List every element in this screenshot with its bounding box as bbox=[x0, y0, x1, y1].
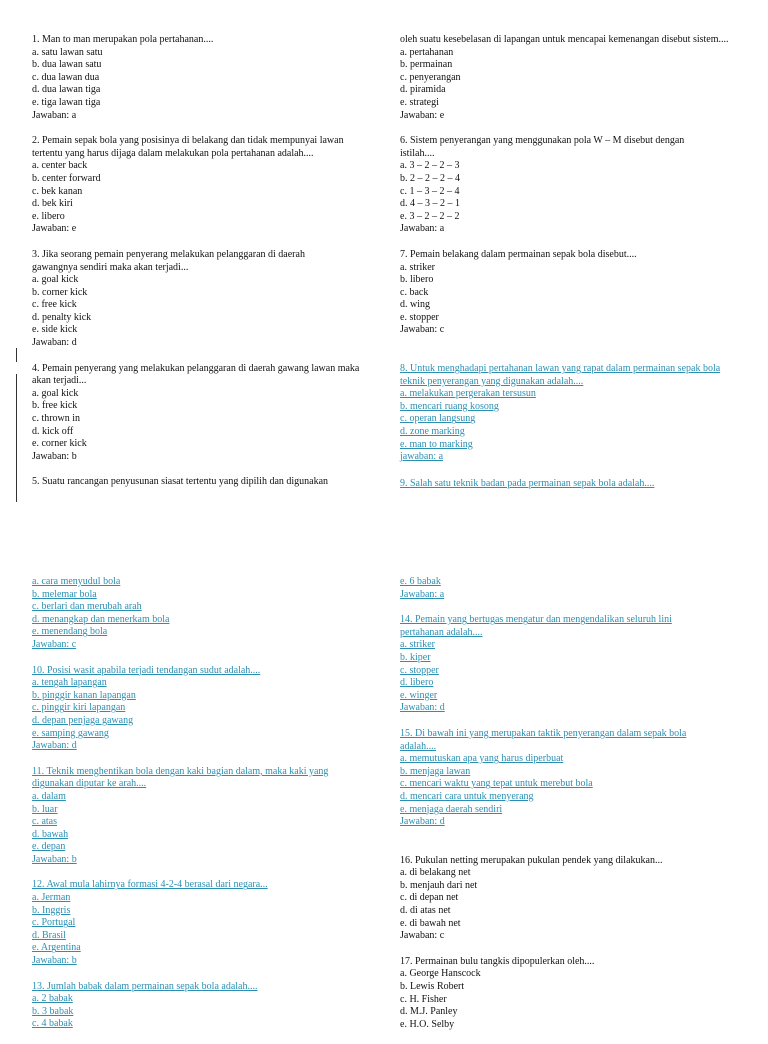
question-text: 2. Pemain sepak bola yang posisinya di belakang dan tidak mempunyai lawan tertentu yang harus dijaga dalam melakukan pola pertahanan adalah.... bbox=[32, 135, 344, 159]
question-text: 5. Suatu rancangan penyusunan siasat tertentu yang dipilih dan digunakan bbox=[32, 476, 329, 488]
page-1 bbox=[0, 0, 768, 510]
answer[interactable]: Jawaban: b bbox=[32, 955, 77, 967]
page1-left-column bbox=[32, 34, 372, 502]
option: d. wing bbox=[400, 299, 430, 311]
answer[interactable]: Jawaban: d bbox=[400, 702, 445, 714]
option[interactable]: c. atas bbox=[32, 816, 57, 828]
answer[interactable]: Jawaban: b bbox=[32, 853, 77, 865]
option: d. kick off bbox=[32, 425, 74, 437]
option: b. dua lawan satu bbox=[32, 59, 102, 71]
option[interactable]: e. menjaga daerah sendiri bbox=[400, 803, 503, 815]
option: b. center forward bbox=[32, 172, 101, 184]
option[interactable]: e. 6 babak bbox=[400, 576, 441, 587]
answer: Jawaban: d bbox=[32, 337, 77, 349]
question-4 bbox=[32, 363, 372, 464]
option: a. pertahanan bbox=[400, 46, 454, 58]
question-9-continued bbox=[32, 576, 372, 652]
question-text: 3. Jika seorang pemain penyerang melakukan pelanggaran di daerah gawangnya sendiri maka akan terjadi... bbox=[32, 248, 305, 273]
option: b. Lewis Robert bbox=[400, 981, 465, 993]
option[interactable]: c. mencari waktu yang tepat untuk merebut bola bbox=[400, 778, 593, 790]
question-text: 7. Pemain belakang dalam permainan sepak bola disebut.... bbox=[400, 248, 637, 260]
question-text[interactable]: 9. Salah satu teknik badan pada permainan sepak bola adalah.... bbox=[400, 477, 655, 489]
answer: Jawaban: a bbox=[32, 109, 77, 121]
option: c. H. Fisher bbox=[400, 993, 447, 1005]
option: c. dua lawan dua bbox=[32, 71, 100, 83]
option[interactable]: a. tengah lapangan bbox=[32, 677, 107, 689]
option: a. di belakang net bbox=[400, 867, 471, 879]
option: a. goal kick bbox=[32, 274, 79, 286]
answer: Jawaban: c bbox=[400, 324, 445, 336]
question-3 bbox=[32, 249, 372, 350]
page2-left-column bbox=[32, 576, 372, 1044]
option[interactable]: d. libero bbox=[400, 677, 434, 689]
question-text: 1. Man to man merupakan pola pertahanan.... bbox=[32, 34, 214, 45]
option[interactable]: c. 4 babak bbox=[32, 1018, 73, 1030]
option[interactable]: b. menjaga lawan bbox=[400, 765, 471, 777]
option[interactable]: b. Inggris bbox=[32, 904, 71, 916]
option[interactable]: a. cara menyudul bola bbox=[32, 576, 121, 587]
option: c. free kick bbox=[32, 299, 77, 311]
page-gap bbox=[0, 510, 768, 572]
option[interactable]: d. menangkap dan menerkam bola bbox=[32, 613, 170, 625]
option[interactable]: d. mencari cara untuk menyerang bbox=[400, 790, 534, 802]
option: a. George Hanscock bbox=[400, 968, 481, 980]
option: d. bek kiri bbox=[32, 198, 73, 210]
answer: Jawaban: c bbox=[400, 930, 445, 942]
option: b. libero bbox=[400, 274, 434, 286]
option: b. permainan bbox=[400, 59, 453, 71]
question-text[interactable]: 15. Di bawah ini yang merupakan taktik penyerangan dalam sepak bola adalah.... bbox=[400, 727, 687, 752]
question-12 bbox=[32, 879, 372, 967]
option[interactable]: c. Portugal bbox=[32, 917, 76, 929]
option: a. striker bbox=[400, 261, 435, 273]
option[interactable]: e. depan bbox=[32, 841, 66, 853]
question-7 bbox=[400, 249, 735, 337]
question-text[interactable]: 11. Teknik menghentikan bola dengan kaki bagian dalam, maka kaki yang digunakan diputar ke arah.... bbox=[32, 765, 329, 790]
question-16 bbox=[400, 855, 735, 943]
option: a. 3 – 2 – 2 – 3 bbox=[400, 160, 460, 172]
question-text: oleh suatu kesebelasan di lapangan untuk mencapai kemenangan disebut sistem.... bbox=[400, 34, 729, 45]
answer: Jawaban: a bbox=[400, 223, 445, 235]
answer: Jawaban: e bbox=[32, 223, 77, 235]
option: b. 2 – 2 – 2 – 4 bbox=[400, 172, 460, 184]
option: b. free kick bbox=[32, 400, 78, 412]
question-11 bbox=[32, 766, 372, 867]
question-13 bbox=[32, 981, 372, 1031]
question-17 bbox=[400, 956, 735, 1032]
page-2 bbox=[0, 572, 768, 1030]
option[interactable]: b. pinggir kanan lapangan bbox=[32, 689, 136, 701]
option: c. 1 – 3 – 2 – 4 bbox=[400, 185, 460, 197]
option[interactable]: b. kiper bbox=[400, 651, 431, 663]
answer: Jawaban: b bbox=[32, 450, 77, 462]
question-15 bbox=[400, 728, 735, 829]
answer[interactable]: Jawaban: c bbox=[32, 638, 77, 650]
option[interactable]: e. menendang bola bbox=[32, 626, 108, 638]
option: e. side kick bbox=[32, 324, 78, 336]
option[interactable]: d. Brasil bbox=[32, 929, 66, 941]
option: a. center back bbox=[32, 160, 88, 172]
option: a. goal kick bbox=[32, 387, 79, 399]
option[interactable]: b. 3 babak bbox=[32, 1005, 74, 1017]
question-text: 17. Permainan bulu tangkis dipopulerkan oleh.... bbox=[400, 955, 595, 967]
question-8 bbox=[400, 363, 735, 464]
option: c. bek kanan bbox=[32, 185, 83, 197]
question-text[interactable]: 8. Untuk menghadapi pertahanan lawan yang rapat dalam permainan sepak bola teknik penyerangan yang digunakan adalah.... bbox=[400, 363, 721, 387]
question-5-continued bbox=[400, 34, 735, 122]
answer[interactable]: Jawaban: a bbox=[400, 588, 445, 600]
question-10 bbox=[32, 665, 372, 753]
option: b. corner kick bbox=[32, 286, 88, 298]
option: c. back bbox=[400, 286, 429, 298]
option: c. di depan net bbox=[400, 892, 459, 904]
option: b. menjauh dari net bbox=[400, 879, 478, 891]
question-13-continued bbox=[400, 576, 735, 601]
question-9 bbox=[400, 478, 735, 491]
option: d. penalty kick bbox=[32, 311, 92, 323]
option[interactable]: e. man to marking bbox=[400, 438, 473, 450]
option: e. corner kick bbox=[32, 438, 87, 450]
question-text: 16. Pukulan netting merupakan pukulan pendek yang dilakukan... bbox=[400, 854, 663, 866]
option: e. 3 – 2 – 2 – 2 bbox=[400, 210, 460, 222]
option[interactable]: a. melakukan pergerakan tersusun bbox=[400, 388, 536, 400]
answer: Jawaban: e bbox=[400, 109, 445, 121]
option[interactable]: a. Jerman bbox=[32, 892, 71, 904]
option: e. stopper bbox=[400, 311, 439, 323]
option: c. thrown in bbox=[32, 413, 81, 425]
option: e. strategi bbox=[400, 96, 439, 108]
option: c. penyerangan bbox=[400, 71, 461, 83]
option[interactable]: c. pinggir kiri lapangan bbox=[32, 702, 126, 714]
option[interactable]: c. operan langsung bbox=[400, 413, 476, 425]
option[interactable]: c. stopper bbox=[400, 664, 439, 676]
option: d. piramida bbox=[400, 84, 446, 96]
question-6 bbox=[400, 135, 735, 236]
option[interactable]: e. winger bbox=[400, 689, 438, 701]
option[interactable]: b. melemar bola bbox=[32, 588, 97, 600]
option[interactable]: e. samping gawang bbox=[32, 727, 109, 739]
option: d. 4 – 3 – 2 – 1 bbox=[400, 198, 460, 210]
option: e. H.O. Selby bbox=[400, 1018, 455, 1030]
question-text: 6. Sistem penyerangan yang menggunakan pola W – M disebut dengan istilah.... bbox=[400, 135, 685, 159]
question-text[interactable]: 10. Posisi wasit apabila terjadi tendangan sudut adalah.... bbox=[32, 664, 261, 676]
option[interactable]: b. mencari ruang kosong bbox=[400, 400, 499, 412]
change-bar bbox=[16, 374, 17, 502]
page1-right-column bbox=[400, 34, 735, 503]
option: e. libero bbox=[32, 210, 65, 222]
answer[interactable]: Jawaban: d bbox=[400, 816, 445, 828]
option[interactable]: d. zone marking bbox=[400, 426, 465, 438]
change-bar bbox=[16, 348, 17, 362]
option[interactable]: a. memutuskan apa yang harus diperbuat bbox=[400, 753, 564, 765]
option[interactable]: a. 2 babak bbox=[32, 993, 73, 1005]
answer[interactable]: jawaban: a bbox=[400, 451, 444, 463]
option: d. M.J. Panley bbox=[400, 1006, 458, 1018]
question-14 bbox=[400, 614, 735, 715]
option[interactable]: a. striker bbox=[400, 639, 435, 651]
question-text[interactable]: 13. Jumlah babak dalam permainan sepak bola adalah.... bbox=[32, 980, 258, 992]
option[interactable]: d. depan penjaga gawang bbox=[32, 714, 134, 726]
option[interactable]: c. berlari dan merubah arah bbox=[32, 601, 142, 613]
answer[interactable]: Jawaban: d bbox=[32, 740, 77, 752]
question-2 bbox=[32, 135, 372, 236]
question-text[interactable]: 12. Awal mula lahirnya formasi 4-2-4 berasal dari negara... bbox=[32, 879, 268, 891]
question-5 bbox=[32, 476, 372, 489]
option[interactable]: e. Argentina bbox=[32, 942, 81, 954]
option: e. di bawah net bbox=[400, 917, 461, 929]
page2-right-column bbox=[400, 576, 735, 1044]
option: d. di atas net bbox=[400, 905, 451, 917]
option[interactable]: a. dalam bbox=[32, 790, 66, 802]
option: e. tiga lawan tiga bbox=[32, 96, 101, 108]
question-1 bbox=[32, 34, 372, 122]
option: d. dua lawan tiga bbox=[32, 84, 101, 96]
option: a. satu lawan satu bbox=[32, 46, 103, 58]
question-text[interactable]: 14. Pemain yang bertugas mengatur dan mengendalikan seluruh lini pertahanan adalah.... bbox=[400, 614, 672, 638]
question-text: 4. Pemain penyerang yang melakukan pelanggaran di daerah gawang lawan maka akan terjadi... bbox=[32, 362, 360, 387]
option[interactable]: d. bawah bbox=[32, 828, 69, 840]
option[interactable]: b. luar bbox=[32, 803, 58, 815]
